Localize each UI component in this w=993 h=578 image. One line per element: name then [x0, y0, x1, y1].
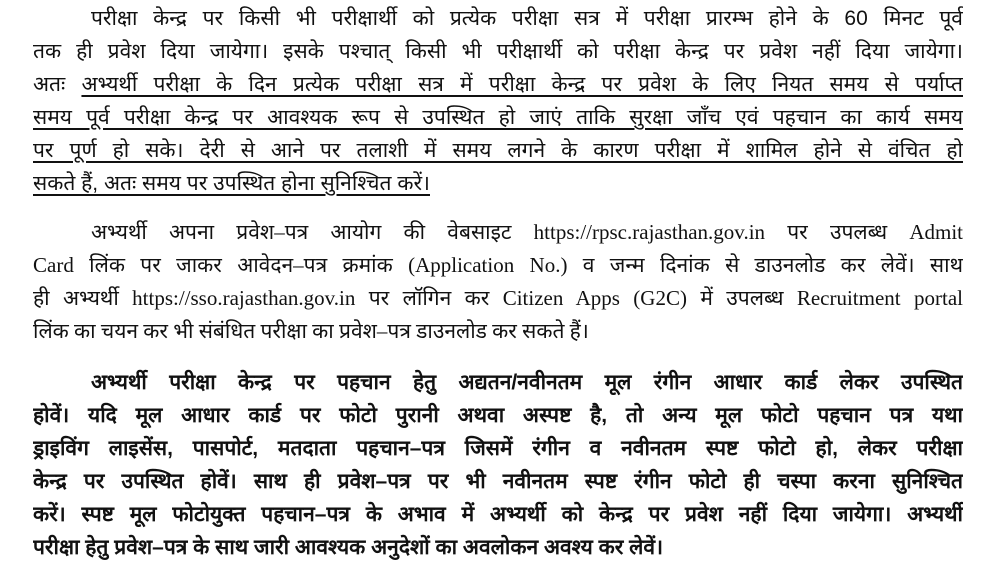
paragraph-identity-proof: [33, 366, 963, 564]
text-line-underlined: [33, 134, 963, 167]
document-page: [33, 0, 963, 564]
paragraph-admit-card-download: [33, 216, 963, 348]
text-line: लिंक का चयन कर भी संबंधित परीक्षा का प्रवेश–पत्र डाउनलोड कर सकते हैं।: [33, 319, 589, 343]
text-line: करें। स्पष्ट मूल फोटोयुक्त पहचान–पत्र के अभाव में अभ्यर्थी को केन्द्र पर प्रवेश नहीं दिया जायेगा। अभ्यर्थी: [33, 503, 963, 526]
text-line: अभ्यर्थी परीक्षा केन्द्र पर पहचान हेतु अद्यतन/नवीनतम मूल रंगीन आधार कार्ड लेकर उपस्थित: [91, 371, 963, 394]
line-prefix: अतः: [33, 73, 82, 96]
text-line-underlined: [33, 167, 963, 200]
text-line-underlined: [33, 68, 963, 101]
text-line: तक ही प्रवेश दिया जायेगा। इसके पश्चात् किसी भी परीक्षार्थी को परीक्षा केन्द्र पर प्रवेश नहीं दिया जायेगा।: [33, 40, 963, 63]
text-line: होवें। यदि मूल आधार कार्ड पर फोटो पुरानी अथवा अस्पष्ट है, तो अन्य मूल फोटो पहचान पत्र यथा: [33, 404, 963, 427]
text-line: ड्राइविंग लाइसेंस, पासपोर्ट, मतदाता पहचान–पत्र जिसमें रंगीन व नवीनतम स्पष्ट फोटो हो, लेकर परीक्षा: [33, 437, 963, 460]
underlined-text: समय पूर्व परीक्षा केन्द्र पर आवश्यक रूप से उपस्थित हो जाएं ताकि सुरक्षा जाँच एवं पहचान का कार्य समय: [33, 106, 963, 129]
underlined-text: अभ्यर्थी परीक्षा के दिन प्रत्येक परीक्षा सत्र में परीक्षा केन्द्र पर प्रवेश के लिए नियत समय से पर्याप्त: [81, 73, 963, 96]
text-line: Card लिंक पर जाकर आवेदन–पत्र क्रमांक (Application No.) व जन्म दिनांक से डाउनलोड कर लेवें। साथ: [33, 253, 963, 277]
text-line-underlined: [33, 101, 963, 134]
text-line: ही अभ्यर्थी https://sso.rajasthan.gov.in पर लॉगिन कर Citizen Apps (G2C) में उपलब्ध Recruitment portal: [33, 286, 963, 310]
text-line: परीक्षा हेतु प्रवेश–पत्र के साथ जारी आवश्यक अनुदेशों का अवलोकन अवश्य कर लेवें।: [33, 536, 664, 559]
underlined-text: पर पूर्ण हो सके। देरी से आने पर तलाशी में समय लगने के कारण परीक्षा में शामिल होने से वंचित हो: [33, 139, 963, 162]
text-line: अभ्यर्थी अपना प्रवेश–पत्र आयोग की वेबसाइट https://rpsc.rajasthan.gov.in पर उपलब्ध Admit: [91, 220, 963, 244]
text-line: केन्द्र पर उपस्थित होवें। साथ ही प्रवेश–पत्र पर भी नवीनतम स्पष्ट रंगीन फोटो ही चस्पा करना सुनिश्चित: [33, 470, 963, 493]
underlined-text: सकते हैं, अतः समय पर उपस्थित होना सुनिश्चित करें।: [33, 172, 430, 195]
paragraph-entry-timing: [33, 0, 963, 200]
text-line: परीक्षा केन्द्र पर किसी भी परीक्षार्थी को प्रत्येक परीक्षा सत्र में परीक्षा प्रारम्भ होने के 60 मिनट पूर्व: [91, 7, 963, 30]
